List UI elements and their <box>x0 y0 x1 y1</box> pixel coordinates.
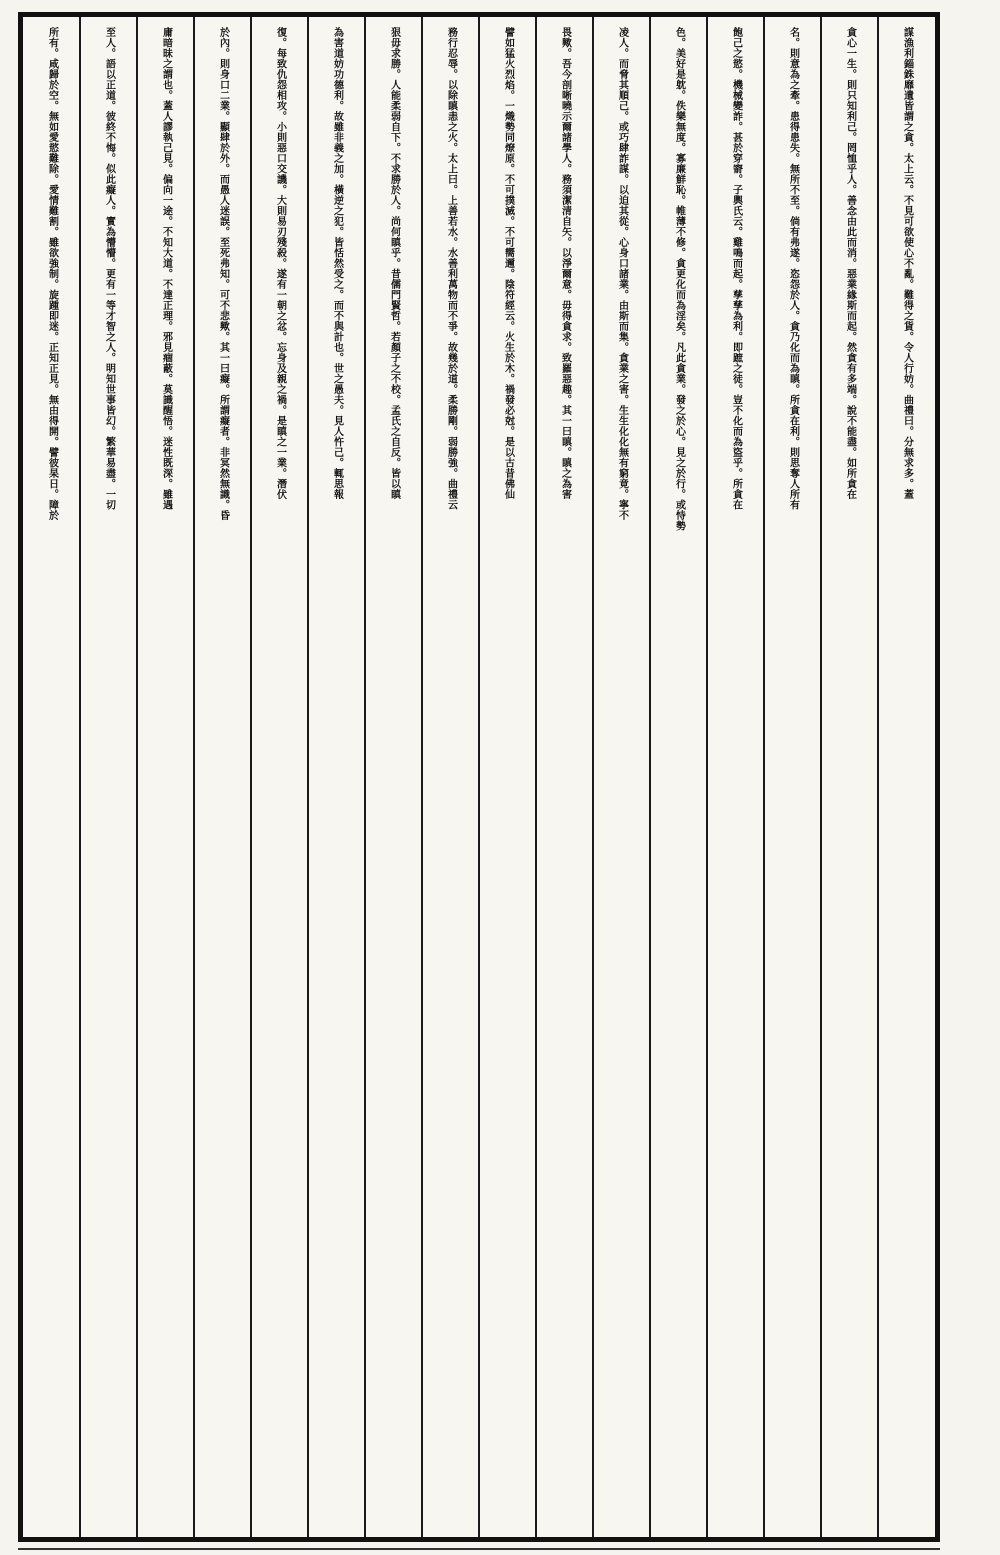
text-column <box>422 27 479 1532</box>
text-column <box>194 27 251 1532</box>
text-column <box>650 27 707 1532</box>
column-text: 復。每致仇怨相攻。小則惡口交譏。大則易刃殘殺。遂有一朝之忿。忘身及親之禍。是瞋之一業。潛伏 <box>274 27 286 500</box>
column-text: 飽己之慾。機械變詐。甚於穿窬。子輿氏云。雞鳴而起。孳孳為利。即蹠之徒。豈不化而為盜乎。所貪在 <box>730 27 742 510</box>
column-text: 至人。語以正道。彼終不悔。似此癡人。實為懵懵。更有一等才智之人。明知世事皆幻。繁華易盡。一切 <box>103 27 115 510</box>
column-text: 畏歟。吾今剖晰曉示爾諸學人。務須潔清自矢。以淨爾意。毋得貪求。致羅惡趣。其一曰瞋。瞋之為害 <box>559 27 571 500</box>
text-column <box>821 27 878 1532</box>
column-text: 謀漁利錙銖靡遺皆謂之貪。太上云。不見可欲使心不亂。難得之貨。令人行妨。曲禮曰。分無求多。蓋 <box>901 27 913 500</box>
column-text: 貪心一生。則只知利己。罔恤乎人。善念由此而消。惡業緣斯而起。然貪有多端。說不能盡。如所貪在 <box>844 27 856 500</box>
text-column <box>878 27 935 1532</box>
text-column <box>23 27 80 1532</box>
text-column <box>137 27 194 1532</box>
column-text: 庸暗昧之謂也。蓋人謬執己見。偏向一途。不知大道。不達正理。邪見痼蔽。莫識醒悟。迷性既深。雖遇 <box>160 27 172 510</box>
column-text: 務行忍辱。以除瞋恚之火。太上曰。上善若水。水善利萬物而不爭。故幾於道。柔勝剛。弱勝強。曲禮云 <box>445 27 457 510</box>
text-column <box>479 27 536 1532</box>
column-text: 為害道妨功德利。故雖非義之加。橫逆之犯。皆恬然受之。而不與計也。世之愚夫。見人忤己。輒思報 <box>331 27 343 500</box>
text-column <box>707 27 764 1532</box>
column-text: 譬如猛火烈焰。一熾勢同燎原。不可撲滅。不可嚮邇。陰符經云。火生於木。禍發必尅。是以古昔佛仙 <box>502 27 514 500</box>
column-text: 所有。咸歸於空。無如愛慾難除。愛情難割。雖欲強制。旋踵即迷。正知正見。無由得開。譬彼杲日。障於 <box>46 27 58 521</box>
text-column <box>308 27 365 1532</box>
page-border-frame <box>18 12 940 1542</box>
column-text: 於內。則身口二業。顯肆於外。而愚人迷誤。至死弗知。可不悲歟。其一曰癡。所謂癡者。非冥然無識。昏 <box>217 27 229 521</box>
text-column <box>536 27 593 1532</box>
text-column <box>764 27 821 1532</box>
text-column <box>80 27 137 1532</box>
column-text: 凌人。而脅其順己。或巧肆詐謀。以迫其從。心身口諸業。由斯而集。貪業之害。生生化化無有窮竟。寧不 <box>616 27 628 521</box>
text-columns <box>23 17 935 1537</box>
text-column <box>251 27 308 1532</box>
text-column <box>365 27 422 1532</box>
bottom-rule <box>18 1548 940 1550</box>
text-column <box>593 27 650 1532</box>
column-text: 色。美好是躭。佚樂無度。寡廉鮮恥。帷薄不修。貪更化而為淫矣。凡此貪業。發之於心。見之於行。或恃勢 <box>673 27 685 531</box>
column-text: 狠毋求勝。人能柔弱自下。不求勝於人。尚何瞋乎。昔儒門賢哲。若顏子之不校。孟氏之自反。皆以瞋 <box>388 27 400 500</box>
column-text: 名。則意為之牽。患得患失。無所不至。倘有弗遂。恣怨於人。貪乃化而為瞋。所貪在利。則思奪人所有 <box>787 27 799 510</box>
